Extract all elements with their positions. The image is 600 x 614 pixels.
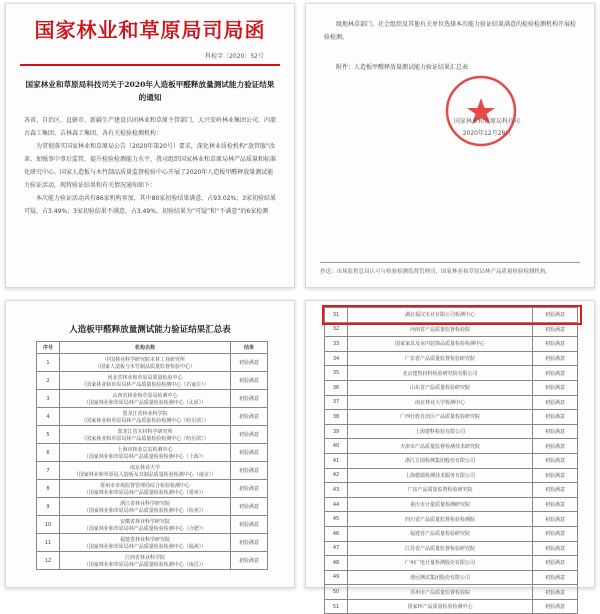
row-result: 初验满意 bbox=[533, 410, 578, 425]
row-number: 41 bbox=[325, 453, 348, 468]
org-name-line: （国家林业和草原局林产品质量检验检测中心（常州）） bbox=[83, 489, 207, 496]
org-name: 广东省产品质量监督检验研究院 bbox=[348, 351, 533, 366]
row-result: 初验满意 bbox=[533, 497, 578, 512]
row-number: 11 bbox=[37, 534, 60, 552]
document-title: 国家林业和草原局科技司关于2020年人造板甲醛释放量测试能力验证结果的通知 bbox=[25, 80, 275, 102]
org-name: 江苏省产品质量监督检验研究院 bbox=[348, 541, 533, 556]
org-name-line: 中国林业科学研究院木材工业研究所 bbox=[104, 356, 185, 363]
table-row bbox=[37, 534, 268, 552]
row-number: 4 bbox=[37, 408, 60, 426]
document-page-1 bbox=[5, 3, 295, 288]
org-name-line: 黑龙江省林业科学院 bbox=[122, 410, 168, 417]
signoff-date: 2020年12月28日 bbox=[462, 130, 512, 137]
org-name: 国家林产品质量检验检测中心 bbox=[348, 599, 533, 614]
org-name: 天津市产品质量监督检测技术研究院 bbox=[348, 439, 533, 454]
row-number: 34 bbox=[325, 351, 348, 366]
document-page-4 bbox=[305, 300, 595, 611]
row-number: 44 bbox=[325, 497, 348, 512]
org-name-line: （国家林业和草原局林产品质量检验检测中心（杭州）） bbox=[83, 507, 207, 514]
row-number: 43 bbox=[325, 483, 348, 498]
attachment-line: 附件：人造板甲醛释放量测试能力验证结果汇总表 bbox=[336, 64, 469, 71]
row-number: 38 bbox=[325, 410, 348, 425]
row-result: 初验满意 bbox=[533, 570, 578, 585]
row-result: 初验满意 bbox=[231, 372, 268, 390]
table-row bbox=[325, 439, 578, 454]
org-name-line: （国家人造板与木竹制品质量监督检验中心） bbox=[94, 363, 195, 370]
org-name: 南京林业大学检测中心 bbox=[348, 395, 533, 410]
table-row bbox=[37, 408, 268, 426]
org-name-line: （国家林业和草原局林产品质量检验检测中心（南昌）） bbox=[83, 561, 207, 568]
org-name: 四川省产品质量监督检验检测院 bbox=[348, 512, 533, 527]
row-result: 初验满意 bbox=[231, 426, 268, 444]
org-name bbox=[60, 534, 231, 552]
row-result: 初验满意 bbox=[533, 453, 578, 468]
table-title: 人造板甲醛释放量测试能力验证结果汇总表 bbox=[69, 325, 231, 335]
document-body bbox=[324, 18, 576, 44]
row-number: 6 bbox=[37, 444, 60, 462]
row-result: 初验满意 bbox=[533, 351, 578, 366]
org-name bbox=[60, 408, 231, 426]
document-body bbox=[24, 114, 276, 218]
row-number: 48 bbox=[325, 556, 348, 571]
org-name-line: （国家林业和草原局林产品质量检验检测中心（哈尔滨）） bbox=[81, 417, 209, 424]
table-header-row bbox=[37, 342, 268, 354]
row-result: 初验满意 bbox=[231, 462, 268, 480]
org-name bbox=[60, 516, 231, 534]
row-number: 42 bbox=[325, 468, 348, 483]
results-table bbox=[36, 341, 268, 570]
document-number: 科检字〔2020〕52号 bbox=[205, 53, 264, 60]
row-result: 初验满意 bbox=[533, 556, 578, 571]
org-name-line: （国家林业和草原局林产品质量检验检测中心（上海）） bbox=[83, 453, 207, 460]
letterhead: 国家林业和草原局司局函 bbox=[34, 18, 266, 42]
results-table-continued bbox=[324, 307, 578, 614]
table-row bbox=[37, 372, 268, 390]
org-name: 苏州市产品质量监督检验院 bbox=[348, 585, 533, 600]
org-name bbox=[60, 444, 231, 462]
row-result: 初验满意 bbox=[231, 354, 268, 372]
org-name-line: 浙江省林业科学研究院 bbox=[119, 500, 170, 507]
org-name-line: 福建省林业科学研究院 bbox=[119, 536, 170, 543]
org-name-line: （国家林业和草原局人造板及其制品质量检验检测中心（南京）） bbox=[73, 471, 217, 478]
row-result: 初验满意 bbox=[533, 599, 578, 614]
table-row bbox=[37, 516, 268, 534]
org-name-line: 江西省林业科学院 bbox=[124, 554, 165, 561]
row-result: 初验满意 bbox=[533, 468, 578, 483]
org-name: 北京建筑材料检验研究院有限公司 bbox=[348, 366, 533, 381]
table-row bbox=[325, 526, 578, 541]
row-result: 初验满意 bbox=[533, 322, 578, 337]
row-result: 初验满意 bbox=[533, 337, 578, 352]
table-row bbox=[37, 462, 268, 480]
org-name-line: （国家林业和草原局林产品质量检验检测中心（福州）） bbox=[83, 543, 207, 550]
org-name-line: 黑龙江省木材科学研究所 bbox=[117, 428, 173, 435]
row-number: 5 bbox=[37, 426, 60, 444]
row-result: 初验满意 bbox=[231, 534, 268, 552]
table-row bbox=[325, 468, 578, 483]
table-row bbox=[325, 337, 578, 352]
table-row bbox=[325, 395, 578, 410]
row-result: 初验满意 bbox=[533, 366, 578, 381]
row-result: 初验满意 bbox=[533, 439, 578, 454]
org-name-line: 安徽省林业科学研究院 bbox=[119, 518, 170, 525]
table-row bbox=[325, 410, 578, 425]
row-number: 12 bbox=[37, 552, 60, 570]
highlight-box bbox=[322, 305, 582, 325]
table-row bbox=[37, 354, 268, 372]
row-result: 初验满意 bbox=[533, 380, 578, 395]
table-row bbox=[325, 483, 578, 498]
row-result: 初验满意 bbox=[231, 498, 268, 516]
row-number: 10 bbox=[37, 516, 60, 534]
row-result: 初验满意 bbox=[533, 483, 578, 498]
table-row bbox=[325, 366, 578, 381]
row-result: 初验满意 bbox=[533, 424, 578, 439]
row-result: 初验满意 bbox=[533, 395, 578, 410]
row-number: 37 bbox=[325, 395, 348, 410]
org-name-line: （国家林业和草原局林产品质量检验检测中心（石家庄）） bbox=[81, 381, 209, 388]
results-table-body bbox=[37, 354, 268, 570]
table-row bbox=[325, 585, 578, 600]
row-result: 初验满意 bbox=[231, 444, 268, 462]
org-name: 河南省产品质量监督检验院 bbox=[348, 322, 533, 337]
table-row bbox=[37, 498, 268, 516]
org-name-line: 南京林业大学 bbox=[129, 464, 160, 471]
org-name bbox=[60, 354, 231, 372]
org-name bbox=[60, 462, 231, 480]
table-row bbox=[325, 453, 578, 468]
table-row bbox=[37, 480, 268, 498]
body-paragraph: 级地林草部门、社会组织及其他有关单位选择本次能力验证结果满意的检验检测机构开展检验检测。 bbox=[324, 21, 577, 41]
salutation: 各省、自治区、直辖市、新疆生产建设兵团林业和草原主管部门，大兴安岭林业集团公司，内蒙古森工集团、吉林森工集团、各有关检验检测机构： bbox=[24, 117, 277, 137]
body-paragraph: 本次能力验证活动共有86家机构参加，其中80家初验结果满意，占93.02%；3家初验结果可疑，占3.49%；3家初验结果不满意，占3.49%。初验结果为“可疑”和“不满意”的6家检测 bbox=[24, 195, 276, 215]
table-row bbox=[37, 390, 268, 408]
org-name bbox=[60, 426, 231, 444]
row-number: 49 bbox=[325, 570, 348, 585]
org-name-line: （国家林业和草原局林产品质量检验检测中心（太原）） bbox=[83, 399, 207, 406]
row-number: 3 bbox=[37, 390, 60, 408]
org-name bbox=[60, 390, 231, 408]
table-row bbox=[37, 444, 268, 462]
red-divider bbox=[20, 64, 280, 66]
table-row bbox=[325, 512, 578, 527]
org-name bbox=[60, 480, 231, 498]
org-name: 山东省产品质量检验研究院 bbox=[348, 380, 533, 395]
header-no: 序号 bbox=[37, 342, 60, 354]
org-name-line: 山西省林业和草原局检测中心 bbox=[112, 392, 178, 399]
table-row bbox=[325, 351, 578, 366]
row-result: 初验满意 bbox=[533, 308, 578, 323]
body-paragraph: 为贯彻落实国家林业和草原局公告（2020年第20号）要求，深化林业质检机构“放管服”改革，加强事中事后监管，提升检验检测能力水平，我司组织国家林业和草原局林产品质量和标准化研究中心、国家人造板与木竹制品质量监督检验中心开展了2020年人造板甲醛释放量测试能力验证活动，现将验证结果和有关情况通知如下： bbox=[24, 143, 277, 189]
row-number: 1 bbox=[37, 354, 60, 372]
row-number: 35 bbox=[325, 366, 348, 381]
row-result: 初验满意 bbox=[533, 541, 578, 556]
row-number: 8 bbox=[37, 480, 60, 498]
table-row bbox=[325, 599, 578, 614]
org-name-line: 上海市林业总站检测中心 bbox=[117, 446, 173, 453]
org-name-line: 河北省林业和草原局质量检验中心 bbox=[107, 374, 183, 381]
table-row bbox=[325, 541, 578, 556]
table-row bbox=[325, 497, 578, 512]
table-row bbox=[325, 570, 578, 585]
org-name: 广州广电计量检测股份有限公司 bbox=[348, 556, 533, 571]
row-number: 40 bbox=[325, 439, 348, 454]
org-name-line: （国家林业和草原局林产品质量检验检测中心（哈尔滨）） bbox=[81, 435, 209, 442]
org-name: 重庆市计量质量检测研究院 bbox=[348, 497, 533, 512]
signoff bbox=[432, 116, 542, 140]
signoff-org: 国家林业和草原局科技司 bbox=[453, 118, 520, 125]
org-name: 上海德瑞检测技术服务有限公司 bbox=[348, 468, 533, 483]
row-result: 初验满意 bbox=[533, 512, 578, 527]
org-name: 浙江方圆检测集团股份有限公司 bbox=[348, 453, 533, 468]
org-name bbox=[60, 552, 231, 570]
row-result: 初验满意 bbox=[231, 480, 268, 498]
row-result: 初验满意 bbox=[533, 585, 578, 600]
row-number: 51 bbox=[325, 599, 348, 614]
row-number: 39 bbox=[325, 424, 348, 439]
row-result: 初验满意 bbox=[231, 552, 268, 570]
table-row bbox=[325, 380, 578, 395]
org-name bbox=[60, 372, 231, 390]
row-number: 32 bbox=[325, 322, 348, 337]
header-name: 机构名称 bbox=[60, 342, 231, 354]
results-table-body bbox=[325, 308, 578, 614]
table-row bbox=[37, 552, 268, 570]
org-name: 广东产品质量监督检验研究院 bbox=[348, 483, 533, 498]
org-name bbox=[60, 498, 231, 516]
row-number: 9 bbox=[37, 498, 60, 516]
org-name: 广西壮族自治区产品质量检验研究院 bbox=[348, 410, 533, 425]
table-row bbox=[325, 556, 578, 571]
row-result: 初验满意 bbox=[533, 526, 578, 541]
row-number: 33 bbox=[325, 337, 348, 352]
org-name: 谱尼测试集团股份有限公司 bbox=[348, 570, 533, 585]
org-name: 福建省产品质量检验研究院 bbox=[348, 526, 533, 541]
row-number: 36 bbox=[325, 380, 348, 395]
row-number: 2 bbox=[37, 372, 60, 390]
row-number: 45 bbox=[325, 512, 348, 527]
org-name-line: （国家林业和草原局林产品质量检验检测中心（合肥）） bbox=[83, 525, 207, 532]
cc-footer: 抄送：市场监督总局认可与检验检测监督管理司，国家林业和草原局林产品质量检验检测机构。 bbox=[320, 262, 580, 277]
row-number: 47 bbox=[325, 541, 348, 556]
row-result: 初验满意 bbox=[231, 390, 268, 408]
row-number: 31 bbox=[325, 308, 348, 323]
document-page-3 bbox=[5, 300, 295, 588]
row-result: 初验满意 bbox=[231, 516, 268, 534]
table-row bbox=[325, 424, 578, 439]
org-name: 湖北福汉木业有限公司检测中心 bbox=[348, 308, 533, 323]
org-name-line: 常州市市场监督管理局综合检验检测中心 bbox=[99, 482, 190, 489]
table-row bbox=[37, 426, 268, 444]
row-result: 初验满意 bbox=[231, 408, 268, 426]
row-number: 50 bbox=[325, 585, 348, 600]
org-name: 上海建科检验有限公司 bbox=[348, 424, 533, 439]
org-name: 国家家具及室内装饰品质量检验检测中心 bbox=[348, 337, 533, 352]
document-page-2 bbox=[305, 3, 595, 288]
row-number: 46 bbox=[325, 526, 348, 541]
row-number: 7 bbox=[37, 462, 60, 480]
header-result: 结果 bbox=[231, 342, 268, 354]
